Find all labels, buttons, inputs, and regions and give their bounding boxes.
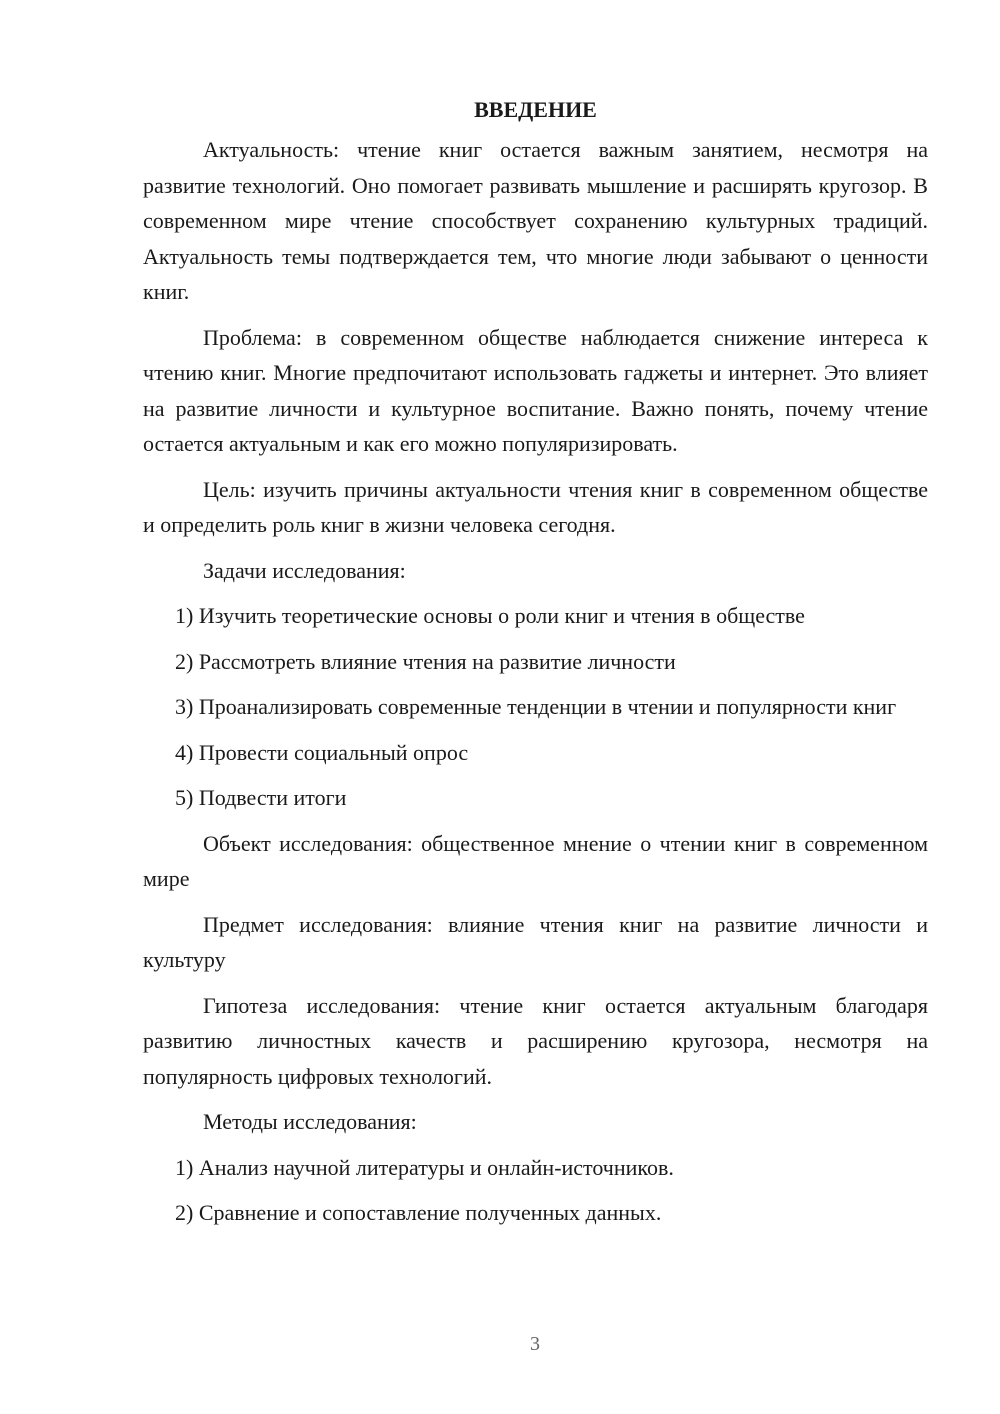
task-item: 1) Изучить теоретические основы о роли книг и чтения в обществе	[175, 603, 805, 628]
section-heading: ВВЕДЕНИЕ	[474, 97, 597, 122]
methods-title: Методы исследования:	[203, 1109, 417, 1134]
subject-paragraph: Предмет исследования: влияние чтения книг на развитие личности и культуру	[143, 911, 928, 972]
problem-paragraph: Проблема: в современном обществе наблюдается снижение интереса к чтению книг. Многие предпочитают использовать гаджеты и интернет. Это влияет на развитие личности и культурное воспитание. Важно понять, почему чтение остается актуальным и как его можно популяризировать.	[143, 324, 928, 456]
document-body	[143, 92, 928, 1241]
task-item: 5) Подвести итоги	[175, 785, 347, 810]
method-item: 1) Анализ научной литературы и онлайн-источников.	[175, 1154, 674, 1180]
task-item: 2) Рассмотреть влияние чтения на развитие личности	[175, 648, 676, 674]
tasks-title: Задачи исследования:	[203, 557, 406, 583]
page-number: 3	[530, 1333, 540, 1355]
goal-paragraph: Цель: изучить причины актуальности чтения книг в современном обществе и определить роль книг в жизни человека сегодня.	[143, 476, 928, 537]
hypothesis-paragraph: Гипотеза исследования: чтение книг остается актуальным благодаря развитию личностных качеств и расширению кругозора, несмотря на популярность цифровых технологий.	[143, 992, 928, 1089]
task-item: 3) Проанализировать современные тенденции в чтении и популярности книг	[175, 694, 897, 719]
method-item: 2) Сравнение и сопоставление полученных данных.	[175, 1200, 662, 1225]
object-paragraph: Объект исследования: общественное мнение о чтении книг в современном мире	[143, 830, 928, 891]
actuality-paragraph: Актуальность: чтение книг остается важным занятием, несмотря на развитие технологий. Оно помогает развивать мышление и расширять кругозор. В современном мире чтение способствует сохранению культурных традиций. Актуальность темы подтверждается тем, что многие люди забывают о ценности книг.	[143, 137, 928, 304]
task-item: 4) Провести социальный опрос	[175, 739, 469, 765]
